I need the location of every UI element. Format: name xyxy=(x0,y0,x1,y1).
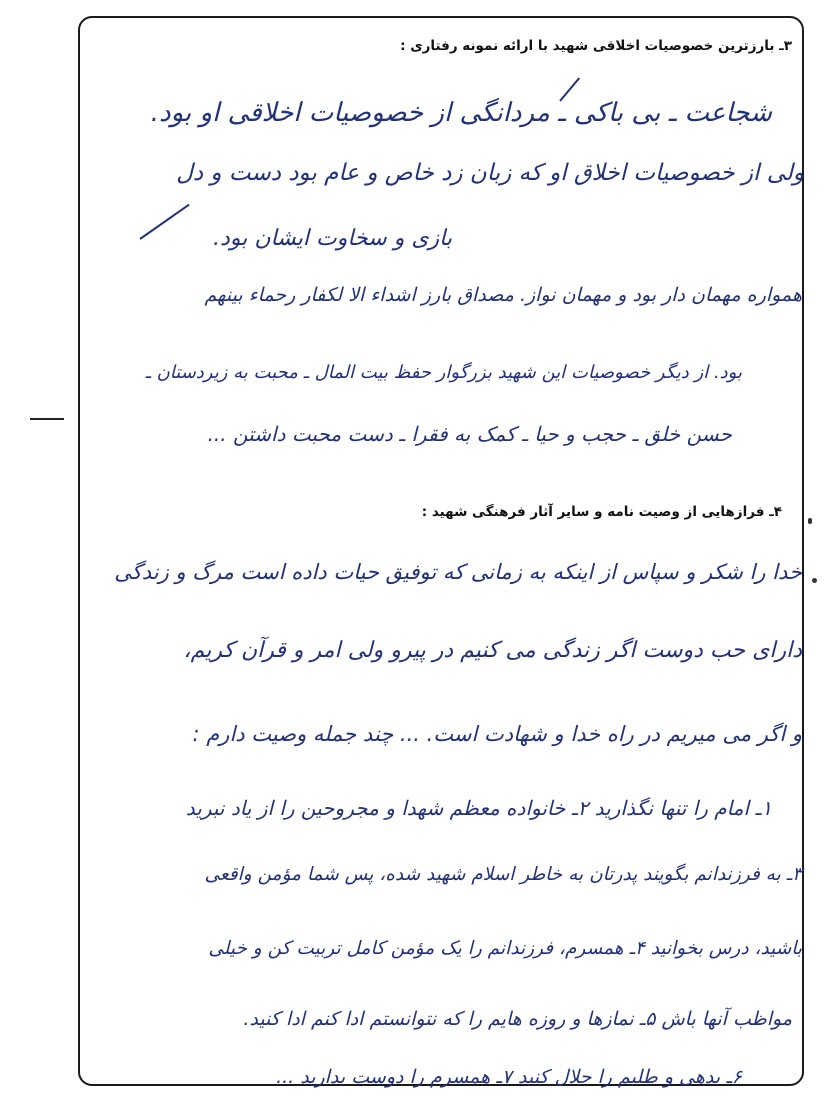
section-4-line-1: خدا را شکر و سپاس از اینکه به زمانی که توفیق حیات داده است مرگ و زندگی xyxy=(114,560,802,584)
section-3-line-4: همواره مهمان دار بود و مهمان نواز. مصداق بارز اشداء الا لکفار رحماء بینهم xyxy=(204,284,802,306)
section-4-heading: ۴ـ فرازهایی از وصیت نامه و سایر آثار فرهنگی شهید : xyxy=(421,504,782,520)
section-3-line-5: بود. از دیگر خصوصیات این شهید بزرگوار حفظ بیت المال ـ محبت به زیردستان ـ xyxy=(145,362,742,383)
section-4-line-5: ۳ـ به فرزندانم بگویند پدرتان به خاطر اسلام شهید شده، پس شما مؤمن واقعی xyxy=(204,864,802,885)
section-4-line-3: و اگر می میریم در راه خدا و شهادت است. ... چند جمله وصیت دارم : xyxy=(192,722,802,746)
section-4-line-2: دارای حب دوست اگر زندگی می کنیم در پیرو ولی امر و قرآن کریم، xyxy=(183,638,802,663)
margin-dot-mark xyxy=(812,578,817,583)
section-3-line-2: ولی از خصوصیات اخلاق او که زبان زد خاص و عام بود دست و دل xyxy=(176,160,804,186)
margin-dot-mark xyxy=(808,518,812,524)
section-3-line-6: حسن خلق ـ حجب و حیا ـ کمک به فقرا ـ دست محبت داشتن ... xyxy=(207,422,732,446)
margin-dash-mark xyxy=(30,418,64,420)
section-4-line-8: ۶ـ بدهی و طلبم را حلال کنید ۷ـ همسرم را دوست بدارید ... xyxy=(276,1066,742,1088)
section-3-line-1: شجاعت ـ بی باکی ـ مردانگی از خصوصیات اخلاقی او بود. xyxy=(150,98,772,128)
section-3-heading: ۳ـ بارزترین خصوصیات اخلاقی شهید با ارائه نمونه رفتاری : xyxy=(400,38,792,54)
section-4-line-4: ۱ـ امام را تنها نگذارید ۲ـ خانواده معظم شهدا و مجروحین را از یاد نبرید xyxy=(185,796,772,820)
section-4-line-7: مواظب آنها باش ۵ـ نمازها و روزه هایم را که نتوانستم ادا کنم ادا کنید. xyxy=(243,1008,792,1030)
section-4-line-6: باشید، درس بخوانید ۴ـ همسرم، فرزندانم را یک مؤمن کامل تربیت کن و خیلی xyxy=(208,938,802,959)
section-3-line-3: بازی و سخاوت ایشان بود. xyxy=(213,226,452,251)
